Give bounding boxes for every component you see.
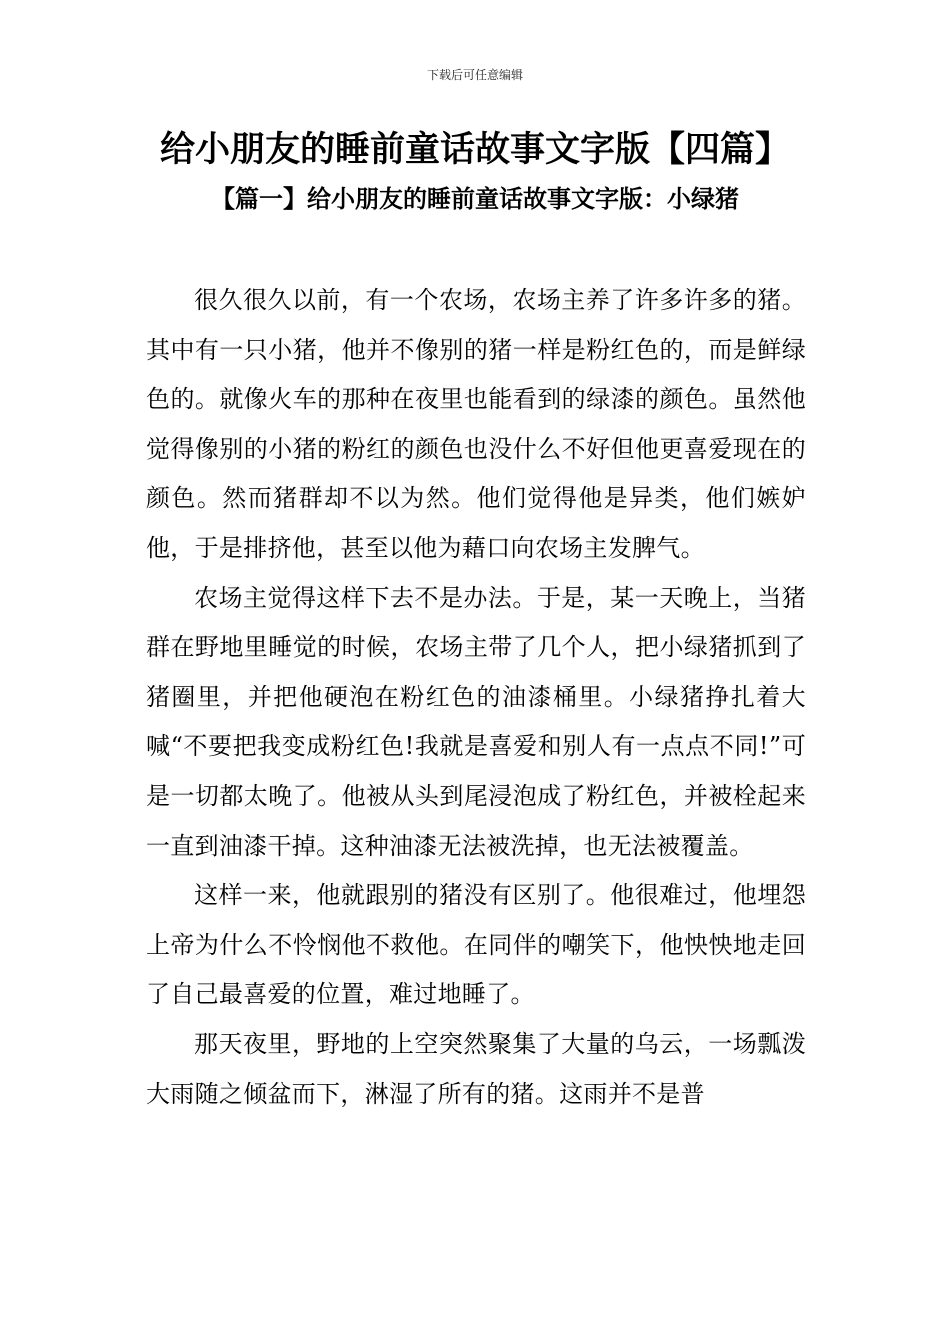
story-paragraph: 这样一来，他就跟别的猪没有区别了。他很难过，他埋怨上帝为什么不怜悯他不救他。在同伴的嘲笑下，他怏怏地走回了自己最喜爱的位置，难过地睡了。 xyxy=(146,881,806,1009)
document-title: 给小朋友的睡前童话故事文字版【四篇】 xyxy=(159,130,790,170)
document-subtitle: 【篇一】给小朋友的睡前童话故事文字版：小绿猪 xyxy=(211,184,739,213)
story-paragraph: 农场主觉得这样下去不是办法。于是，某一天晚上，当猪群在野地里睡觉的时候，农场主带了几个人，把小绿猪抓到了猪圈里，并把他硬泡在粉红色的油漆桶里。小绿猪挣扎着大喊“不要把我变成粉红色!我就是喜爱和别人有一点点不同!”可是一切都太晚了。他被从头到尾浸泡成了粉红色，并被栓起来一直到油漆干掉。这种油漆无法被洗掉，也无法被覆盖。 xyxy=(146,583,806,860)
story-paragraph: 那天夜里，野地的上空突然聚集了大量的乌云，一场瓢泼大雨随之倾盆而下，淋湿了所有的猪。这雨并不是普 xyxy=(146,1029,806,1108)
header-note: 下载后可任意编辑 xyxy=(426,68,523,82)
story-paragraph: 很久很久以前，有一个农场，农场主养了许多许多的猪。其中有一只小猪，他并不像别的猪一样是粉红色的，而是鲜绿色的。就像火车的那种在夜里也能看到的绿漆的颜色。虽然他觉得像别的小猪的粉红的颜色也没什么不好但他更喜爱现在的颜色。然而猪群却不以为然。他们觉得他是异类，他们嫉妒他，于是排挤他，甚至以他为藉口向农场主发脾气。 xyxy=(146,286,806,562)
story-body xyxy=(146,276,806,1119)
